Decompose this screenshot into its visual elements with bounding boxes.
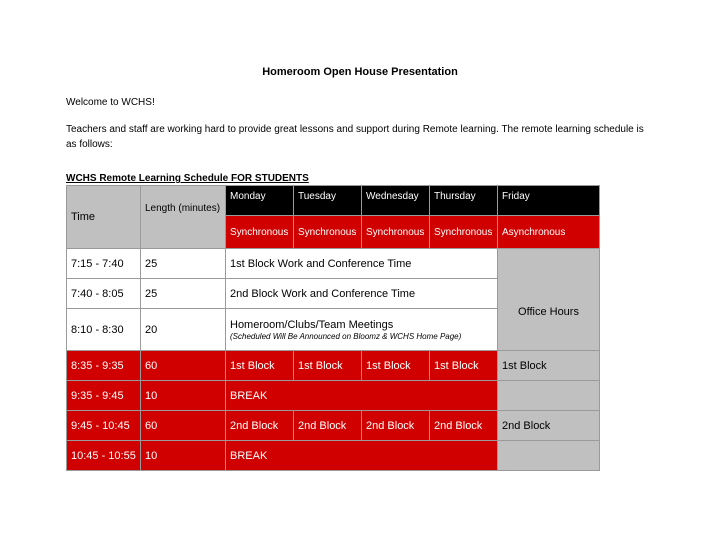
row-time: 9:35 - 9:45 [67, 381, 141, 411]
document-title: Homeroom Open House Presentation [262, 66, 458, 78]
header-time: Time [67, 186, 141, 249]
break-cell: BREAK [226, 441, 498, 471]
office-hours-cell [498, 249, 600, 351]
header-day: Wednesday [362, 186, 430, 216]
friday-block-cell: 2nd Block [498, 411, 600, 441]
header-day: Thursday [430, 186, 498, 216]
row-length: 10 [141, 441, 226, 471]
friday-block-cell: 1st Block [498, 351, 600, 381]
break-cell: BREAK [226, 381, 498, 411]
office-hours-label: Office Hours [518, 306, 579, 318]
welcome-text: Welcome to WCHS! [66, 97, 155, 108]
row-time: 7:40 - 8:05 [67, 279, 141, 309]
header-mode: Synchronous [226, 216, 294, 249]
row-time: 10:45 - 10:55 [67, 441, 141, 471]
row-time: 9:45 - 10:45 [67, 411, 141, 441]
row-activity [226, 309, 498, 351]
block-cell: 2nd Block [430, 411, 498, 441]
homeroom-note: (Scheduled Will Be Announced on Bloomz & WCHS Home Page) [230, 331, 462, 341]
row-length: 60 [141, 351, 226, 381]
header-length: Length (minutes) [141, 186, 226, 249]
row-activity: 1st Block Work and Conference Time [226, 249, 498, 279]
block-cell: 2nd Block [362, 411, 430, 441]
row-time: 8:35 - 9:35 [67, 351, 141, 381]
block-cell: 1st Block [362, 351, 430, 381]
row-time: 8:10 - 8:30 [67, 309, 141, 351]
row-length: 25 [141, 249, 226, 279]
header-mode: Synchronous [362, 216, 430, 249]
row-length: 20 [141, 309, 226, 351]
friday-empty-cell [498, 441, 600, 471]
intro-paragraph: Teachers and staff are working hard to provide great lessons and support during Remote learning. The remote learning schedule is as follows: [66, 124, 644, 150]
row-length: 25 [141, 279, 226, 309]
friday-empty-cell [498, 381, 600, 411]
block-cell: 2nd Block [294, 411, 362, 441]
homeroom-activity: Homeroom/Clubs/Team Meetings [230, 318, 394, 331]
header-day: Friday [498, 186, 600, 216]
schedule-heading: WCHS Remote Learning Schedule FOR STUDENTS [66, 173, 309, 184]
block-cell: 1st Block [430, 351, 498, 381]
header-mode: Asynchronous [498, 216, 600, 249]
block-cell: 1st Block [294, 351, 362, 381]
header-mode: Synchronous [430, 216, 498, 249]
header-day: Tuesday [294, 186, 362, 216]
schedule-table [66, 185, 600, 471]
header-day: Monday [226, 186, 294, 216]
block-cell: 1st Block [226, 351, 294, 381]
row-length: 10 [141, 381, 226, 411]
row-time: 7:15 - 7:40 [67, 249, 141, 279]
row-activity: 2nd Block Work and Conference Time [226, 279, 498, 309]
row-length: 60 [141, 411, 226, 441]
header-mode: Synchronous [294, 216, 362, 249]
block-cell: 2nd Block [226, 411, 294, 441]
